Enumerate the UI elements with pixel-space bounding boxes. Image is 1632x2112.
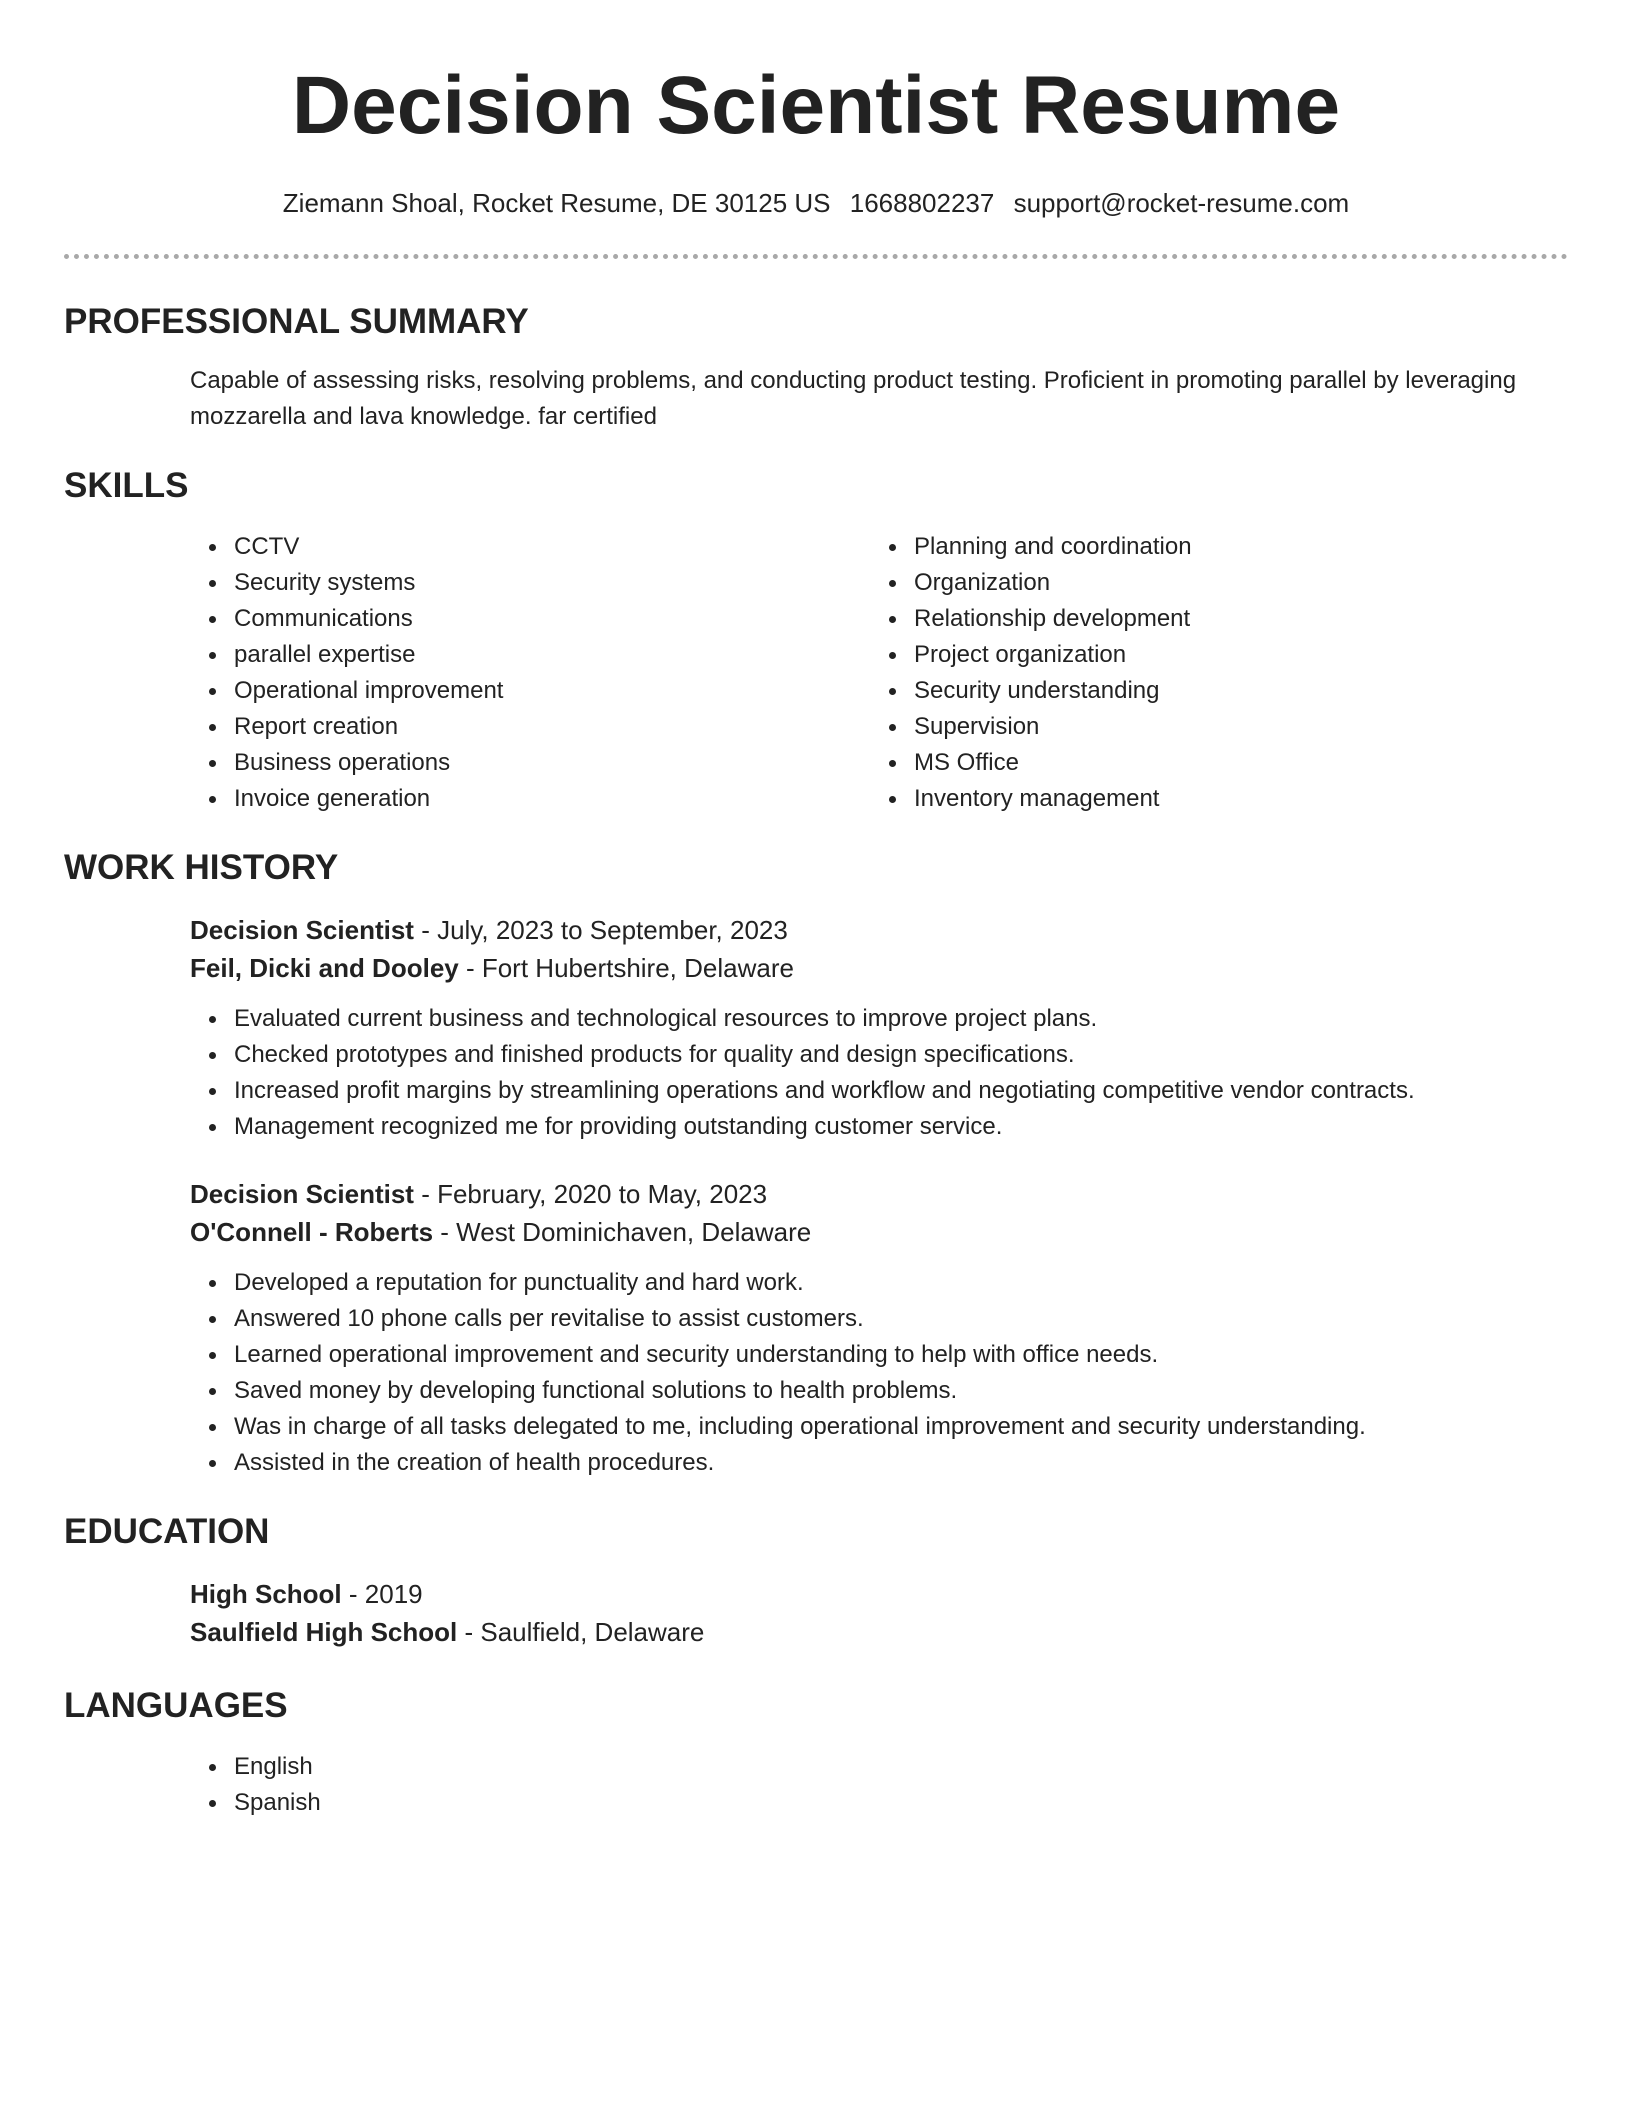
education-year: - 2019 [341,1579,423,1609]
job-location: - Fort Hubertshire, Delaware [458,953,794,983]
job-bullet: Answered 10 phone calls per revitalise to assist customers. [234,1301,1568,1337]
contact-line [64,186,1568,220]
summary-text: Capable of assessing risks, resolving problems, and conducting product testing. Proficient in promoting parallel by leveraging mozzarella and lava knowledge. far certified [190,367,1517,430]
skill-item: Security understanding [914,673,1550,709]
skills-grid [190,529,1568,817]
skill-item: Project organization [914,637,1550,673]
job-company: O'Connell - Roberts [190,1217,434,1247]
job-bullet: Developed a reputation for punctuality and hard work. [234,1265,1568,1301]
skills-column-right [870,529,1550,817]
job-bullet: Management recognized me for providing outstanding customer service. [234,1109,1568,1145]
job-bullets [190,1265,1568,1481]
job-company: Feil, Dicki and Dooley [190,953,459,983]
job-title: Decision Scientist [190,915,414,945]
job-bullet: Was in charge of all tasks delegated to me, including operational improvement and security understanding. [234,1409,1568,1445]
education-entry [190,1575,1568,1651]
job-company-line [190,1213,1568,1251]
job-title: Decision Scientist [190,1179,414,1209]
skill-item: Security systems [234,565,870,601]
language-item: Spanish [234,1785,1568,1821]
job-bullet: Increased profit margins by streamlining operations and workflow and negotiating competitive vendor contracts. [234,1073,1568,1109]
languages-heading: LANGUAGES [64,1686,288,1725]
languages-list [190,1749,1568,1821]
skill-item: Invoice generation [234,781,870,817]
job-dates: - July, 2023 to September, 2023 [413,915,788,945]
skill-item: Relationship development [914,601,1550,637]
education-location: - Saulfield, Delaware [457,1617,705,1647]
job-bullet: Assisted in the creation of health procedures. [234,1445,1568,1481]
education-degree: High School [190,1579,342,1609]
skills-heading: SKILLS [64,466,189,505]
job-entry [190,911,1568,1145]
skill-item: Supervision [914,709,1550,745]
job-company-line [190,949,1568,987]
education-school: Saulfield High School [190,1617,458,1647]
job-bullet: Evaluated current business and technological resources to improve project plans. [234,1001,1568,1037]
skill-item: Planning and coordination [914,529,1550,565]
skill-item: Organization [914,565,1550,601]
skill-item: MS Office [914,745,1550,781]
job-bullet: Learned operational improvement and security understanding to help with office needs. [234,1337,1568,1373]
job-entry [190,1175,1568,1481]
skill-item: Communications [234,601,870,637]
job-bullet: Checked prototypes and finished products for quality and design specifications. [234,1037,1568,1073]
skills-column-left [190,529,870,817]
contact-phone: 1668802237 [849,188,995,218]
job-location: - West Dominichaven, Delaware [433,1217,812,1247]
skill-item: parallel expertise [234,637,870,673]
header-divider [64,254,1568,259]
contact-email: support@rocket-resume.com [1013,188,1350,218]
skill-item: Operational improvement [234,673,870,709]
education-heading: EDUCATION [64,1512,270,1551]
job-title-line [190,1175,1568,1213]
contact-address: Ziemann Shoal, Rocket Resume, DE 30125 US [282,188,831,218]
skill-item: Report creation [234,709,870,745]
job-dates: - February, 2020 to May, 2023 [413,1179,768,1209]
language-item: English [234,1749,1568,1785]
job-bullet: Saved money by developing functional solutions to health problems. [234,1373,1568,1409]
skill-item: Business operations [234,745,870,781]
summary-heading: PROFESSIONAL SUMMARY [64,302,529,341]
resume-title: Decision Scientist Resume [291,60,1341,151]
job-title-line [190,911,1568,949]
skill-item: Inventory management [914,781,1550,817]
job-bullets [190,1001,1568,1145]
education-degree-line [190,1575,1568,1613]
skill-item: CCTV [234,529,870,565]
education-school-line [190,1613,1568,1651]
work-heading: WORK HISTORY [64,848,339,887]
